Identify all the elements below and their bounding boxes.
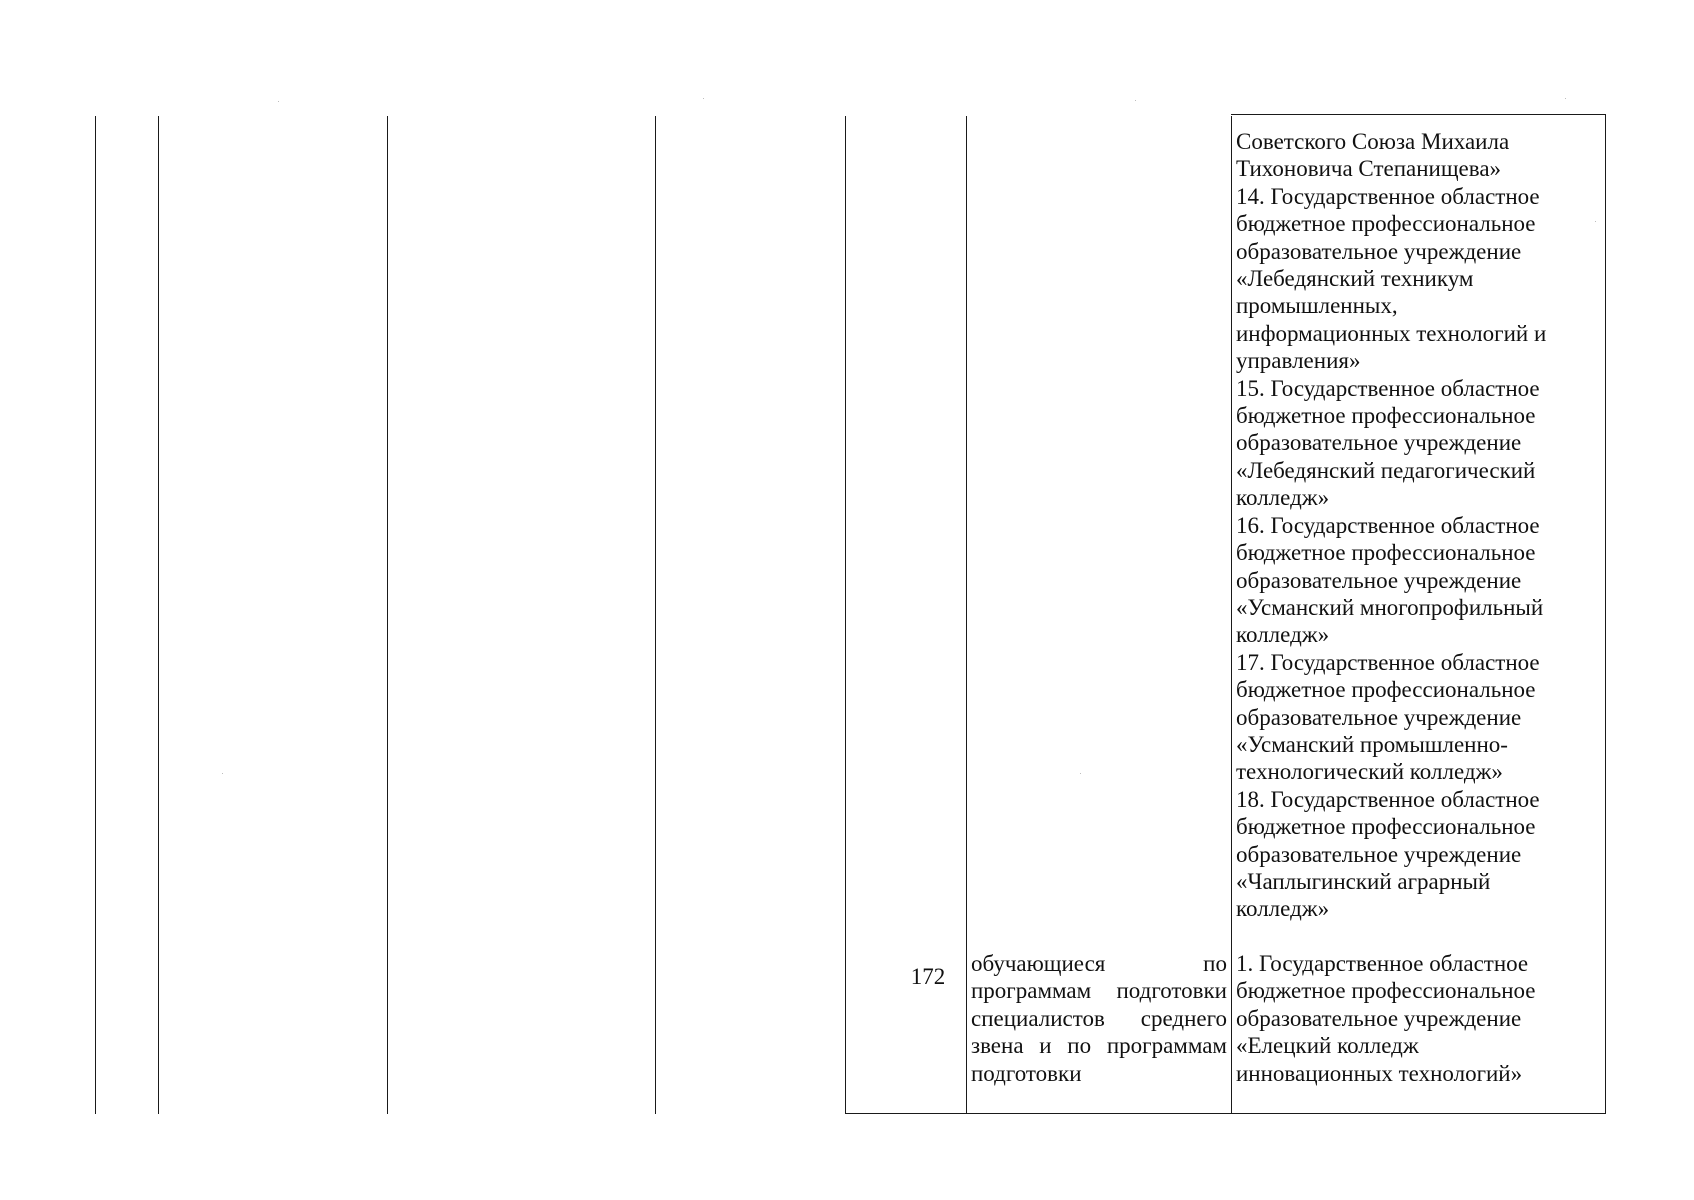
- text-line: «Усманский многопрофильный: [1236, 594, 1544, 620]
- text-line: бюджетное профессиональное: [1236, 814, 1536, 840]
- table-top-border: [1231, 114, 1606, 115]
- text-line: бюджетное профессиональное: [1236, 403, 1536, 429]
- scan-speck: [278, 101, 279, 102]
- text-line: информационных технологий и: [1236, 320, 1547, 346]
- scan-speck: [1135, 100, 1136, 101]
- text-line: образовательное учреждение: [1236, 567, 1522, 593]
- text-line: «Лебедянский техникум: [1236, 266, 1474, 292]
- table-column-divider-4: [845, 116, 846, 1114]
- table-bottom-border: [845, 1113, 1606, 1114]
- text-line: управления»: [1236, 348, 1361, 374]
- text-line: Советского Союза Михаила: [1236, 129, 1510, 154]
- table-column-divider-6: [1231, 116, 1232, 1114]
- table-border-right: [1605, 114, 1606, 1114]
- table-column-divider-1: [158, 116, 159, 1114]
- text-line: «Лебедянский педагогический: [1236, 457, 1536, 483]
- text-line: образовательное учреждение: [1236, 1005, 1522, 1031]
- organizations-cell-continued: [1236, 128, 1604, 923]
- text-line: 18. Государственное областное: [1236, 786, 1540, 812]
- text-line: 1. Государственное областное: [1236, 951, 1529, 976]
- text-line: бюджетное профессиональное: [1236, 540, 1536, 566]
- text-line: 16. Государственное областное: [1236, 512, 1540, 538]
- text-line: 14. Государственное областное: [1236, 183, 1540, 209]
- text-line: бюджетное профессиональное: [1236, 978, 1536, 1004]
- text-line: образовательное учреждение: [1236, 238, 1522, 264]
- text-line: колледж»: [1236, 896, 1330, 922]
- text-line: промышленных,: [1236, 293, 1398, 319]
- text-line: «Елецкий колледж: [1236, 1033, 1419, 1059]
- text-line: колледж»: [1236, 485, 1330, 511]
- text-line: бюджетное профессиональное: [1236, 211, 1536, 237]
- row-description: [971, 950, 1227, 1087]
- text-line: звена и по программам: [971, 1033, 1227, 1059]
- text-line: Тихоновича Степанищева»: [1236, 156, 1502, 182]
- scan-speck: [222, 773, 223, 774]
- text-line: образовательное учреждение: [1236, 704, 1522, 730]
- text-line: колледж»: [1236, 622, 1330, 648]
- text-line: подготовки: [971, 1060, 1082, 1086]
- table-column-divider-2: [387, 116, 388, 1114]
- row-number: 172: [910, 964, 946, 989]
- text-line: специалистов среднего: [971, 1005, 1227, 1031]
- text-line: образовательное учреждение: [1236, 430, 1522, 456]
- text-line: 17. Государственное областное: [1236, 649, 1540, 675]
- text-line: «Чаплыгинский аграрный: [1236, 868, 1491, 894]
- table-column-divider-3: [655, 116, 656, 1114]
- scan-speck: [703, 98, 704, 99]
- text-line: 15. Государственное областное: [1236, 375, 1540, 401]
- table-border-left-outer: [95, 116, 96, 1114]
- text-line: программам подготовки: [971, 978, 1227, 1004]
- scan-speck: [1080, 773, 1081, 774]
- text-line: инновационных технологий»: [1236, 1060, 1523, 1086]
- text-line: образовательное учреждение: [1236, 841, 1522, 867]
- text-line: технологический колледж»: [1236, 759, 1503, 785]
- row-organizations: [1236, 950, 1604, 1087]
- text-line: бюджетное профессиональное: [1236, 677, 1536, 703]
- scan-speck: [1565, 98, 1566, 99]
- text-line: обучающиеся по: [971, 951, 1227, 976]
- text-line: «Усманский промышленно-: [1236, 731, 1508, 757]
